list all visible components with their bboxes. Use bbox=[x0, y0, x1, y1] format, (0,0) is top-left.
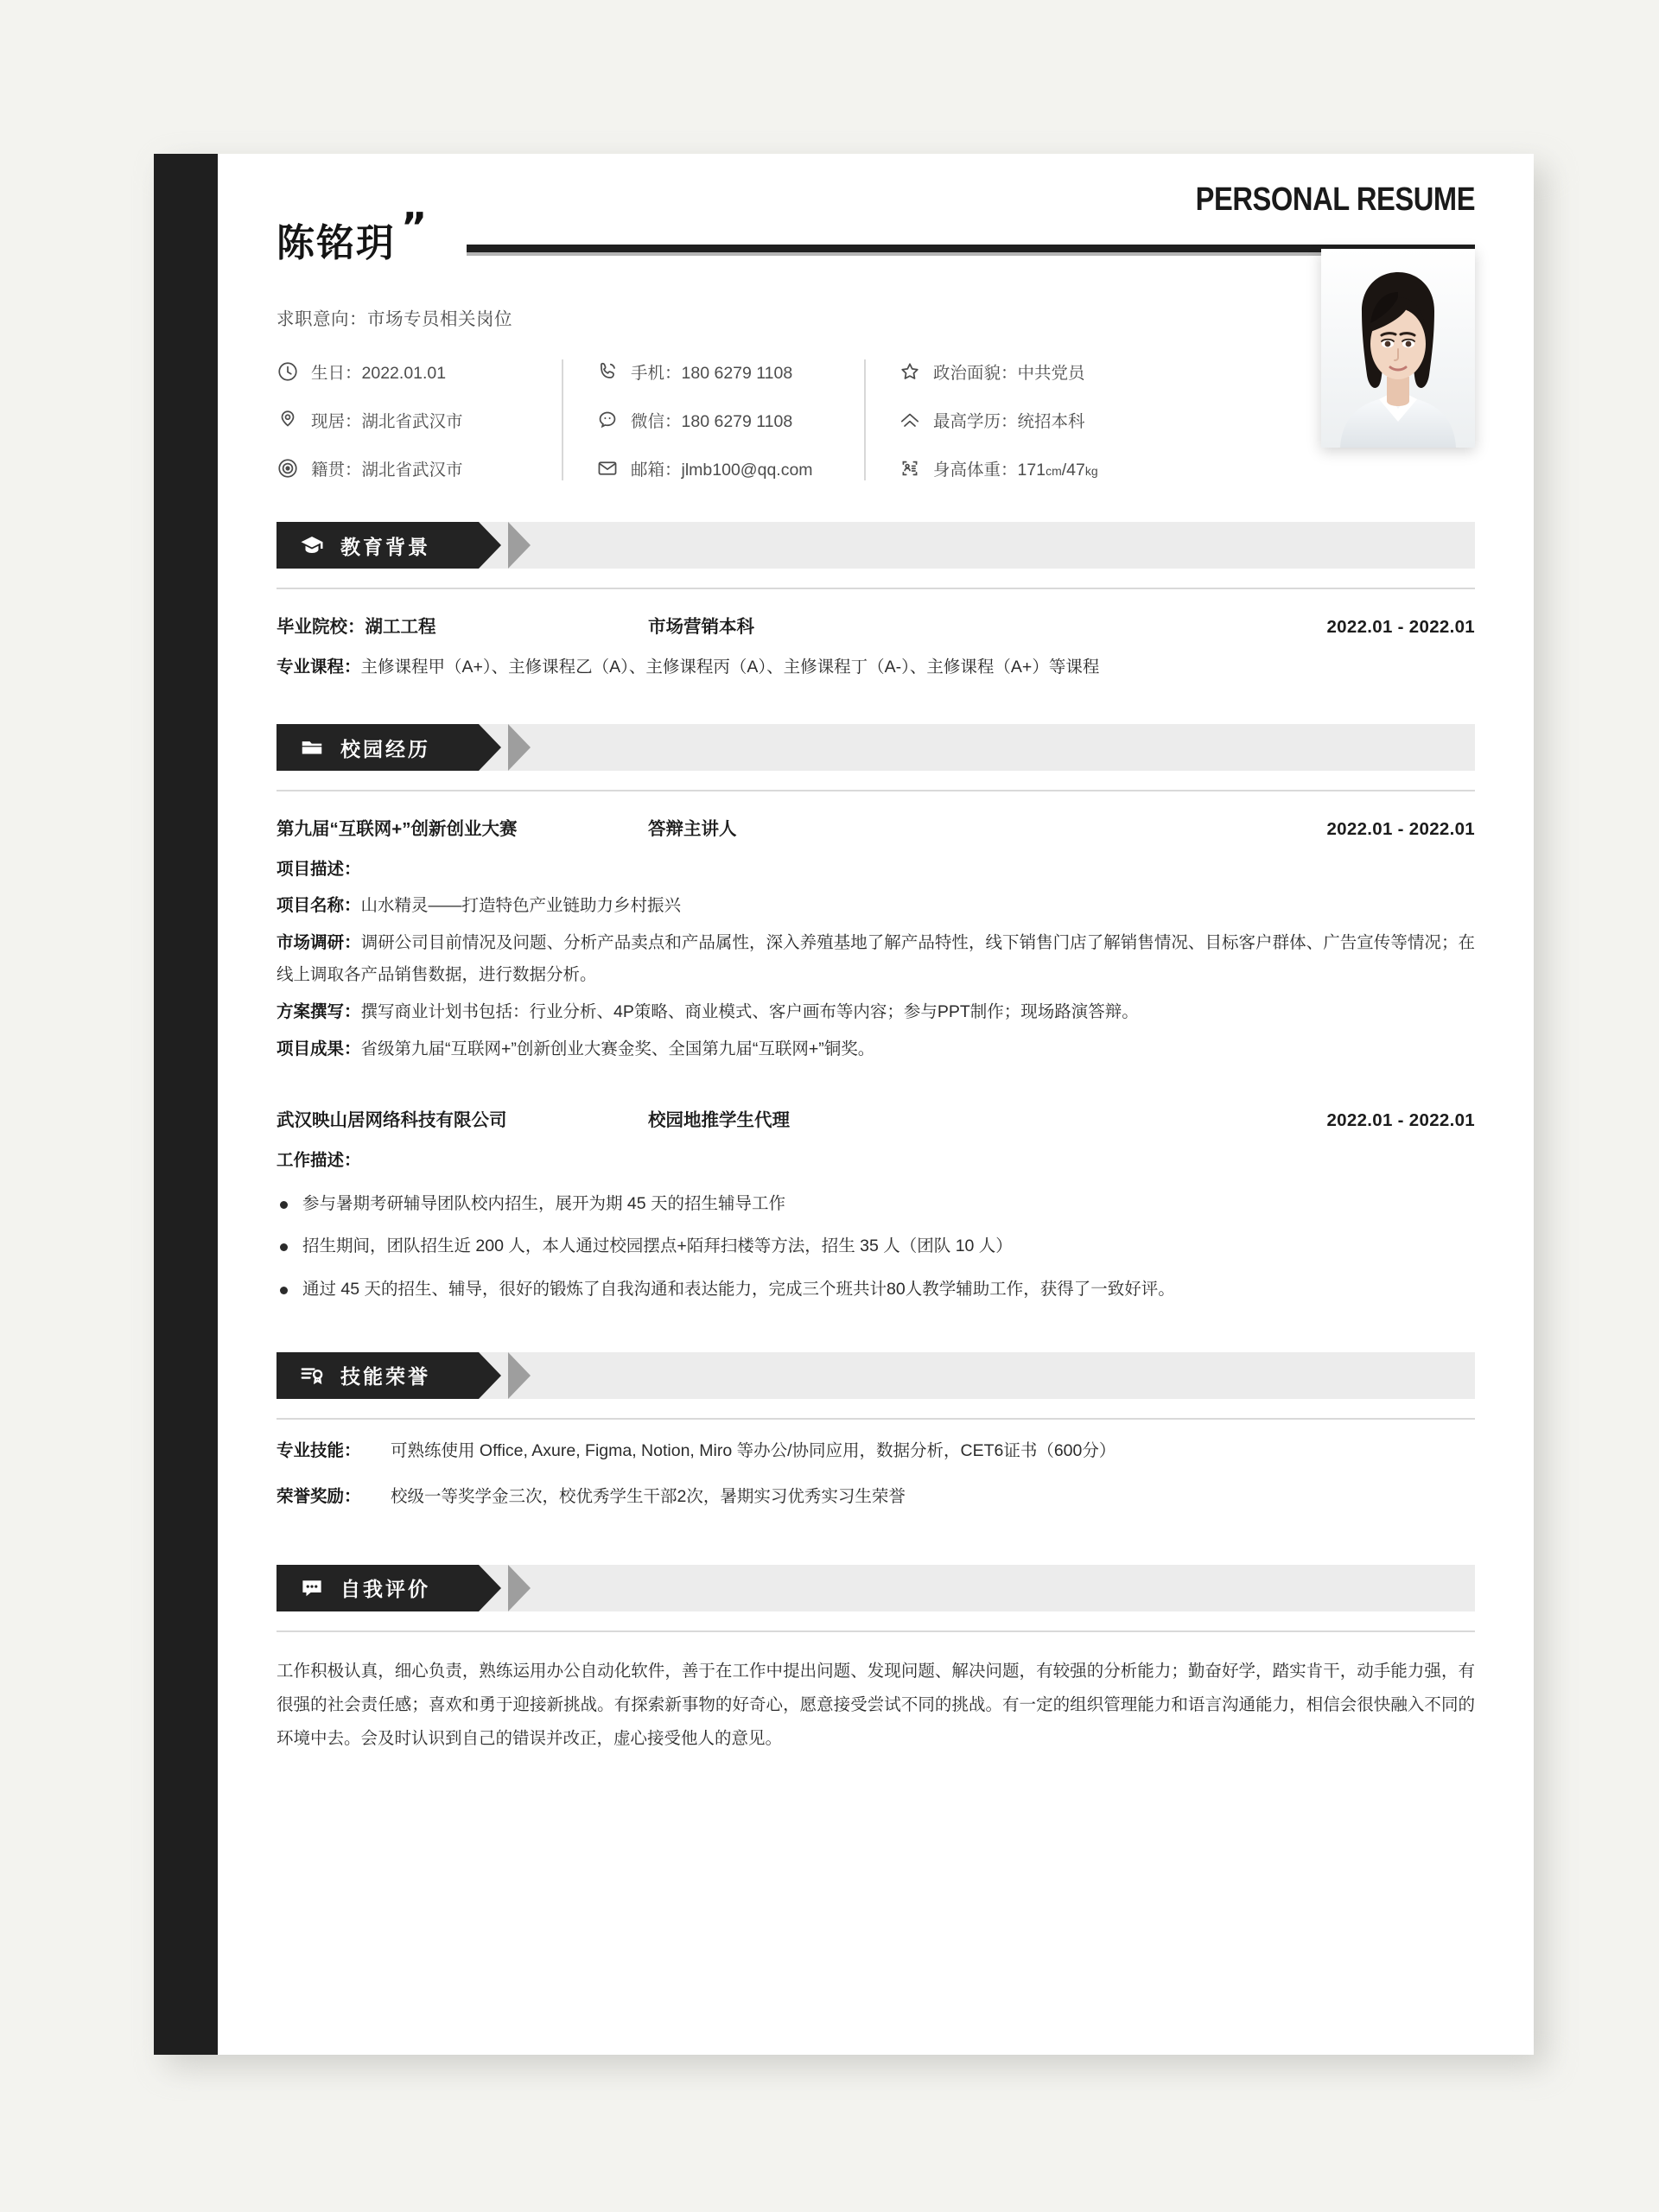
contact-item-hometown bbox=[276, 456, 536, 480]
contact-value-education-level: 统招本科 bbox=[1017, 412, 1085, 431]
id-card-icon bbox=[899, 457, 921, 480]
campus-entry-2-role: 校园地推学生代理 bbox=[648, 1110, 790, 1131]
campus-entry-1-desc-label-text: 项目描述： bbox=[276, 860, 361, 880]
contact-value-height: 171 bbox=[1017, 461, 1046, 480]
section-divider-skills bbox=[276, 1418, 1475, 1420]
location-pin-icon bbox=[276, 409, 299, 431]
campus-entry-2-date: 2022.01 - 2022.01 bbox=[1326, 1110, 1475, 1131]
graduation-chevron-icon bbox=[899, 409, 921, 431]
education-school: 毕业院校：湖工工程 bbox=[276, 617, 436, 637]
section-banner-education bbox=[276, 522, 1475, 569]
skills-label-professional: 专业技能： bbox=[276, 1440, 361, 1460]
chevron-accent-campus bbox=[508, 724, 531, 771]
contact-grid bbox=[276, 359, 1475, 480]
education-courses-label: 专业课程： bbox=[276, 658, 361, 677]
unit-kg: kg bbox=[1084, 464, 1098, 478]
left-spine-bar bbox=[154, 154, 218, 2055]
resume-page bbox=[218, 154, 1534, 2055]
section-campus bbox=[276, 724, 1475, 1306]
section-title-evaluation: 自我评价 bbox=[340, 1578, 430, 1601]
section-tag-evaluation bbox=[276, 1565, 479, 1611]
campus-entry-2 bbox=[276, 1105, 1475, 1305]
contact-label-wechat: 微信： bbox=[631, 412, 682, 431]
section-tag-skills bbox=[276, 1352, 479, 1399]
section-skills bbox=[276, 1352, 1475, 1511]
education-courses-value: 主修课程甲（A+）、主修课程乙（A）、主修课程丙（A）、主修课程丁（A-）、主修课程（A+）等课程 bbox=[360, 658, 1100, 677]
chevron-accent-education bbox=[508, 522, 531, 569]
list-item: 通过 45 天的招生、辅导，很好的锻炼了自我沟通和表达能力，完成三个班共计80人教学辅助工作，获得了一致好评。 bbox=[276, 1274, 1475, 1306]
campus-entry-2-head bbox=[276, 1105, 1475, 1131]
section-tag-education bbox=[276, 522, 479, 569]
contact-column-1 bbox=[276, 359, 562, 480]
list-item: 参与暑期考研辅导团队校内招生，展开为期 45 天的招生辅导工作 bbox=[276, 1188, 1475, 1220]
skills-label-honors: 荣誉奖励： bbox=[276, 1486, 361, 1506]
wechat-icon bbox=[596, 409, 619, 431]
campus-entry-1-role: 答辩主讲人 bbox=[648, 819, 737, 840]
contact-item-wechat bbox=[596, 408, 838, 432]
avatar bbox=[1321, 249, 1475, 448]
skills-value-honors: 校级一等奖学金三次，校优秀学生干部2次，暑期实习优秀实习生荣誉 bbox=[391, 1486, 906, 1506]
education-major: 市场营销本科 bbox=[648, 617, 754, 637]
target-icon bbox=[276, 457, 299, 480]
folder-icon bbox=[299, 734, 325, 760]
campus-row-1-key: 市场调研： bbox=[276, 933, 361, 953]
candidate-name: 陈铭玥 bbox=[276, 222, 396, 264]
section-divider-evaluation bbox=[276, 1630, 1475, 1632]
campus-entry-1-row-2 bbox=[276, 996, 1475, 1028]
contact-value-wechat: 180 6279 1108 bbox=[681, 412, 793, 431]
section-banner-skills bbox=[276, 1352, 1475, 1399]
section-tag-campus bbox=[276, 724, 479, 771]
self-evaluation-text: 工作积极认真，细心负责，熟练运用办公自动化软件，善于在工作中提出问题、发现问题、解决问题，有较强的分析能力；勤奋好学，踏实肯干，动手能力强，有很强的社会责任感；喜欢和勇于迎接新挑战。有探索新事物的好奇心，愿意接受尝试不同的挑战。有一定的组织管理能力和语言沟通能力，相信会很快融入不同的环境中去。会及时认识到自己的错误并改正，虚心接受他人的意见。 bbox=[276, 1661, 1475, 1748]
chevron-accent-evaluation bbox=[508, 1565, 531, 1611]
section-title-skills: 技能荣誉 bbox=[340, 1365, 430, 1389]
education-entry-head bbox=[276, 612, 1475, 638]
skills-value-professional: 可熟练使用 Office, Axure, Figma, Notion, Miro 等办公/协同应用，数据分析，CET6证书（600分） bbox=[391, 1440, 1116, 1460]
campus-row-3-key: 项目成果： bbox=[276, 1039, 361, 1059]
page-title: PERSONAL RESUME bbox=[1195, 181, 1475, 218]
contact-value-residence: 湖北省武汉市 bbox=[361, 412, 463, 431]
education-courses-line bbox=[276, 652, 1475, 683]
list-item: 招生期间，团队招生近 200 人，本人通过校园摆点+陌拜扫楼等方法，招生 35 人（团队 10 人） bbox=[276, 1230, 1475, 1262]
certificate-icon bbox=[299, 1363, 325, 1389]
contact-item-height-weight bbox=[899, 456, 1149, 480]
chevron-accent-skills bbox=[508, 1352, 531, 1399]
education-date: 2022.01 - 2022.01 bbox=[1326, 617, 1475, 637]
campus-row-2-key: 方案撰写： bbox=[276, 1002, 361, 1022]
campus-entry-1-row-3 bbox=[276, 1033, 1475, 1065]
contact-label-height-weight: 身高体重： bbox=[933, 461, 1018, 480]
education-entry bbox=[276, 612, 1475, 683]
campus-entry-2-desc-label-text: 工作描述： bbox=[276, 1151, 361, 1171]
star-icon bbox=[899, 360, 921, 383]
contact-item-residence bbox=[276, 408, 536, 432]
section-education bbox=[276, 522, 1475, 683]
name-row bbox=[276, 204, 1475, 264]
campus-entry-1-org: 第九届“互联网+”创新创业大赛 bbox=[276, 819, 518, 840]
unit-cm: cm bbox=[1046, 464, 1062, 478]
campus-entry-2-bullets bbox=[276, 1188, 1475, 1305]
campus-row-1-value: 调研公司目前情况及问题、分析产品卖点和产品属性，深入养殖基地了解产品特性，线下销售门店了解销售情况、目标客户群体、广告宣传等情况；在线上调取各产品销售数据，进行数据分析。 bbox=[276, 933, 1475, 985]
contact-column-3 bbox=[864, 359, 1175, 480]
section-divider-campus bbox=[276, 790, 1475, 791]
phone-icon bbox=[596, 360, 619, 383]
contact-label-email: 邮箱： bbox=[631, 461, 682, 480]
campus-entry-1-row-0 bbox=[276, 890, 1475, 922]
campus-entry-1-date: 2022.01 - 2022.01 bbox=[1326, 819, 1475, 840]
campus-entry-2-desc-label bbox=[276, 1145, 1475, 1176]
skills-row-honors bbox=[276, 1483, 1475, 1511]
contact-label-phone: 手机： bbox=[631, 364, 682, 383]
contact-value-political-status: 中共党员 bbox=[1017, 364, 1085, 383]
section-banner-campus bbox=[276, 724, 1475, 771]
clock-icon bbox=[276, 360, 299, 383]
contact-value-weight: /47 bbox=[1061, 461, 1085, 480]
job-objective: 求职意向：市场专员相关岗位 bbox=[276, 309, 512, 329]
resume-sheet-wrapper bbox=[154, 154, 1534, 2055]
campus-row-0-value: 山水精灵——打造特色产业链助力乡村振兴 bbox=[360, 896, 682, 916]
graduation-cap-icon bbox=[299, 532, 325, 558]
contact-column-2 bbox=[562, 359, 864, 480]
campus-entry-1 bbox=[276, 814, 1475, 1065]
section-title-education: 教育背景 bbox=[340, 535, 430, 558]
contact-item-phone bbox=[596, 359, 838, 384]
section-evaluation bbox=[276, 1565, 1475, 1756]
quote-mark-decoration: ” bbox=[401, 204, 428, 251]
contact-item-email bbox=[596, 456, 838, 480]
skills-row-professional bbox=[276, 1437, 1475, 1465]
campus-entry-1-head bbox=[276, 814, 1475, 840]
contact-label-education-level: 最高学历： bbox=[933, 412, 1018, 431]
envelope-icon bbox=[596, 457, 619, 480]
contact-item-education-level bbox=[899, 408, 1149, 432]
campus-entry-1-desc-label bbox=[276, 854, 1475, 885]
section-divider-education bbox=[276, 588, 1475, 589]
contact-label-political-status: 政治面貌： bbox=[933, 364, 1018, 383]
contact-item-political-status bbox=[899, 359, 1149, 384]
contact-label-birthday: 生日： bbox=[311, 364, 362, 383]
contact-item-birthday bbox=[276, 359, 536, 384]
campus-row-2-value: 撰写商业计划书包括：行业分析、4P策略、商业模式、客户画布等内容；参与PPT制作；现场路演答辩。 bbox=[360, 1002, 1139, 1022]
campus-entry-2-org: 武汉映山居网络科技有限公司 bbox=[276, 1110, 507, 1131]
section-title-campus: 校园经历 bbox=[340, 737, 430, 760]
contact-label-residence: 现居： bbox=[311, 412, 362, 431]
contact-value-email: jlmb100@qq.com bbox=[681, 461, 813, 480]
chat-bubble-icon bbox=[299, 1575, 325, 1601]
contact-label-hometown: 籍贯： bbox=[311, 461, 362, 480]
campus-row-0-key: 项目名称： bbox=[276, 896, 361, 916]
contact-value-hometown: 湖北省武汉市 bbox=[361, 461, 463, 480]
resume-header bbox=[276, 154, 1475, 292]
section-banner-evaluation bbox=[276, 1565, 1475, 1611]
campus-row-3-value: 省级第九届“互联网+”创新创业大赛金奖、全国第九届“互联网+”铜奖。 bbox=[360, 1039, 875, 1059]
contact-value-phone: 180 6279 1108 bbox=[681, 364, 793, 383]
contact-value-birthday: 2022.01.01 bbox=[361, 364, 447, 383]
campus-entry-1-row-1 bbox=[276, 927, 1475, 991]
